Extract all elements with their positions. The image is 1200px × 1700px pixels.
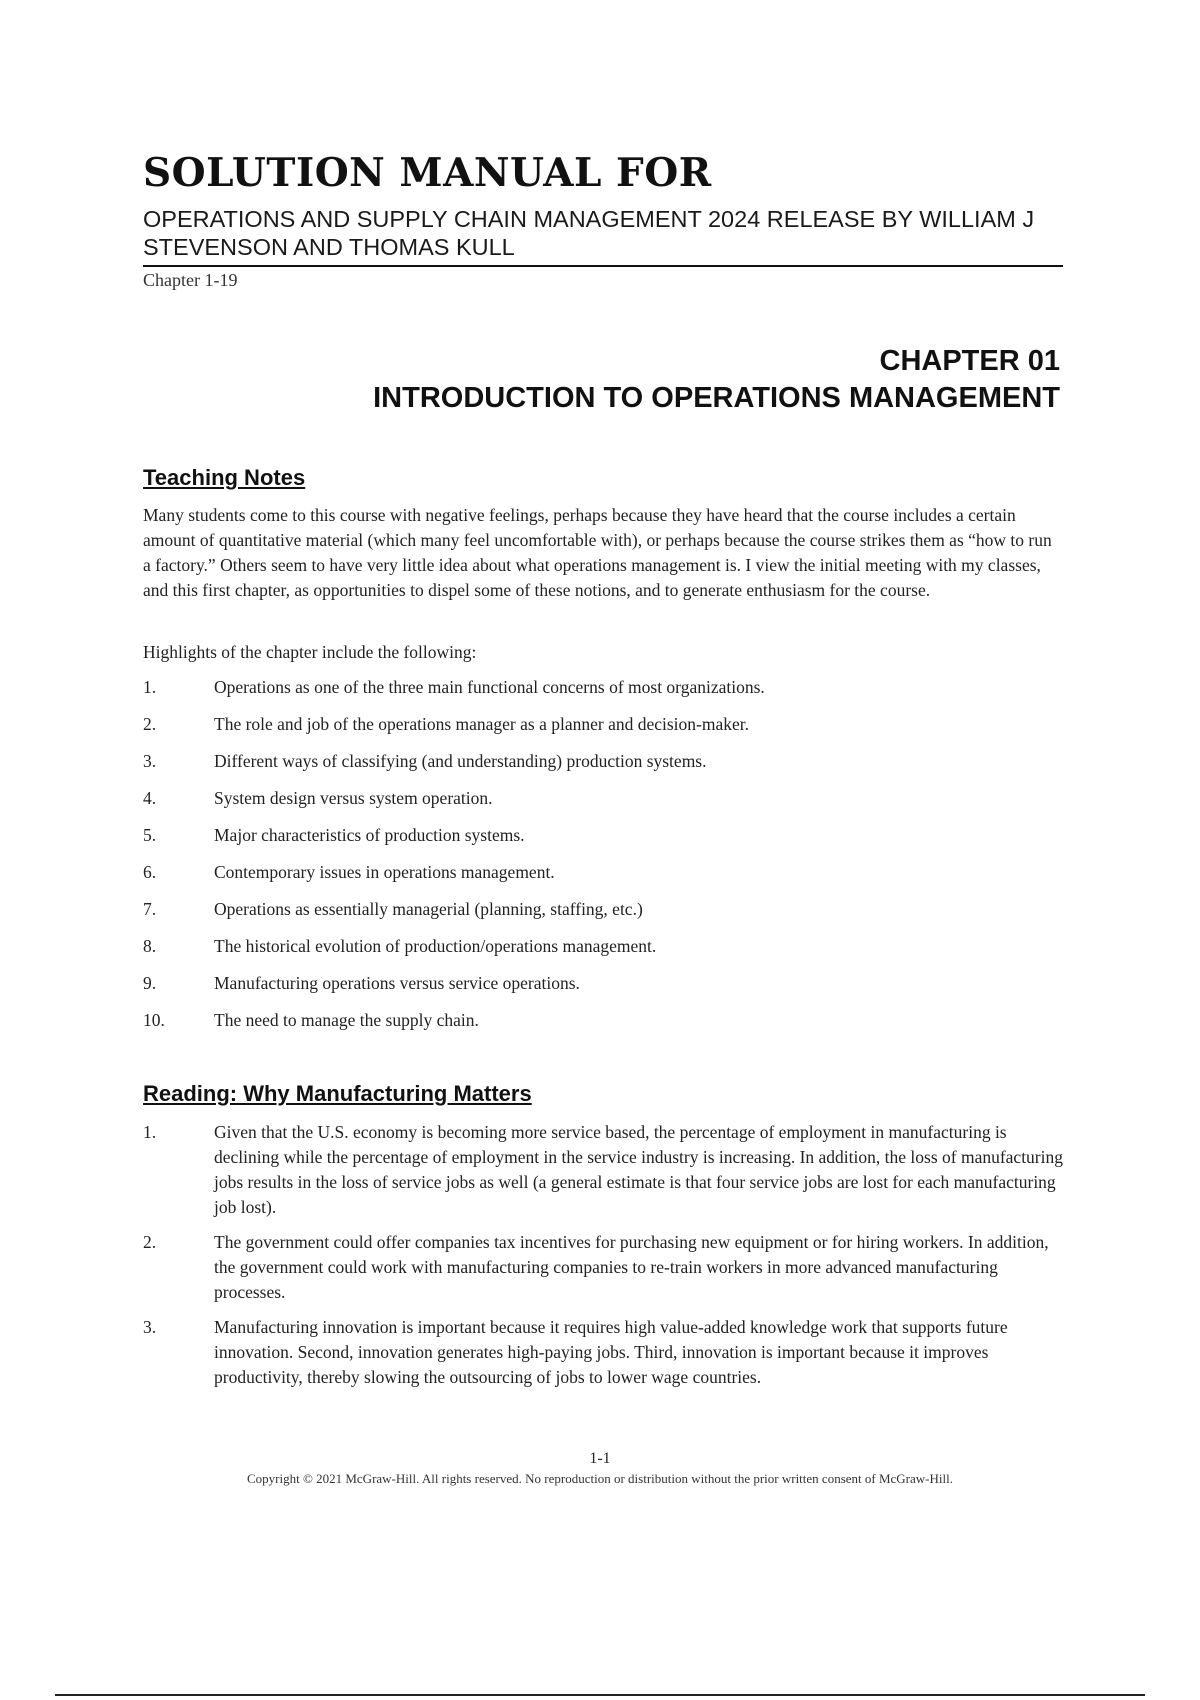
list-item bbox=[143, 934, 1063, 971]
list-item bbox=[143, 675, 1063, 712]
book-subtitle: OPERATIONS AND SUPPLY CHAIN MANAGEMENT 2024 RELEASE BY WILLIAM J STEVENSON AND THOMAS KULL bbox=[143, 206, 1035, 260]
copyright-notice: Copyright © 2021 McGraw-Hill. All rights reserved. No reproduction or distribution without the prior written consent of McGraw-Hill. bbox=[247, 1471, 953, 1486]
page-number: 1-1 bbox=[589, 1450, 611, 1467]
list-item bbox=[143, 897, 1063, 934]
item-text: Manufacturing operations versus service operations. bbox=[214, 973, 580, 993]
item-number: 2. bbox=[143, 714, 157, 734]
item-number: 1. bbox=[143, 677, 157, 697]
banner-title: SOLUTION MANUAL FOR bbox=[143, 150, 712, 196]
item-text: Operations as one of the three main functional concerns of most organizations. bbox=[214, 677, 765, 697]
item-number: 8. bbox=[143, 936, 157, 956]
item-number: 7. bbox=[143, 899, 157, 919]
item-text: Major characteristics of production systems. bbox=[214, 825, 525, 845]
list-item bbox=[143, 971, 1063, 1008]
highlights-intro: Highlights of the chapter include the following: bbox=[143, 642, 477, 662]
item-text: The government could offer companies tax incentives for purchasing new equipment or for hiring workers. In addition, the government could work with manufacturing companies to re-train workers in more advanced manufacturing processes. bbox=[214, 1232, 1049, 1302]
list-item bbox=[143, 749, 1063, 786]
chapter-range: Chapter 1-19 bbox=[143, 270, 238, 290]
reading-answers-list bbox=[143, 1120, 1063, 1390]
reading-heading: Reading: Why Manufacturing Matters bbox=[143, 1081, 532, 1106]
teaching-notes-heading: Teaching Notes bbox=[143, 465, 306, 490]
chapter-title: INTRODUCTION TO OPERATIONS MANAGEMENT bbox=[373, 382, 1060, 414]
item-number: 3. bbox=[143, 1317, 157, 1337]
chapter-number: CHAPTER 01 bbox=[879, 345, 1060, 377]
item-number: 9. bbox=[143, 973, 157, 993]
item-text: Different ways of classifying (and understanding) production systems. bbox=[214, 751, 707, 771]
list-item bbox=[143, 860, 1063, 897]
item-number: 2. bbox=[143, 1232, 157, 1252]
highlights-list bbox=[143, 675, 1063, 1045]
item-number: 5. bbox=[143, 825, 157, 845]
item-text: Operations as essentially managerial (planning, staffing, etc.) bbox=[214, 899, 643, 919]
item-text: The role and job of the operations manager as a planner and decision-maker. bbox=[214, 714, 750, 734]
item-number: 1. bbox=[143, 1122, 157, 1142]
list-item bbox=[143, 1120, 1063, 1220]
list-item bbox=[143, 823, 1063, 860]
list-item bbox=[143, 1008, 1063, 1045]
item-number: 3. bbox=[143, 751, 157, 771]
item-text: Contemporary issues in operations management. bbox=[214, 862, 555, 882]
item-number: 6. bbox=[143, 862, 157, 882]
item-text: The need to manage the supply chain. bbox=[214, 1010, 479, 1030]
list-item bbox=[143, 786, 1063, 823]
item-text: The historical evolution of production/operations management. bbox=[214, 936, 657, 956]
item-number: 4. bbox=[143, 788, 157, 808]
item-text: Given that the U.S. economy is becoming more service based, the percentage of employment in manufacturing is declining while the percentage of employment in the service industry is increasing. In addition, the loss of manufacturing jobs results in the loss of service jobs as well (a general estimate is that four service jobs are lost for each manufacturing job lost). bbox=[214, 1122, 1063, 1217]
list-item bbox=[143, 1315, 1063, 1390]
item-number: 10. bbox=[143, 1010, 165, 1030]
item-text: Manufacturing innovation is important because it requires high value-added knowledge work that supports future innovation. Second, innovation generates high-paying jobs. Third, innovation is important because it improves productivity, thereby slowing the outsourcing of jobs to lower wage countries. bbox=[214, 1317, 1008, 1387]
bottom-rule bbox=[55, 1694, 1145, 1696]
header-rule bbox=[143, 265, 1063, 267]
list-item bbox=[143, 712, 1063, 749]
teaching-notes-paragraph: Many students come to this course with negative feelings, perhaps because they have heard that the course includes a certain amount of quantitative material (which many feel uncomfortable with), or perhaps because the course strikes them as “how to run a factory.” Others seem to have very little idea about what operations management is. I view the initial meeting with my classes, and this first chapter, as opportunities to dispel some of these notions, and to generate enthusiasm for the course. bbox=[143, 505, 1052, 600]
list-item bbox=[143, 1230, 1063, 1305]
item-text: System design versus system operation. bbox=[214, 788, 493, 808]
